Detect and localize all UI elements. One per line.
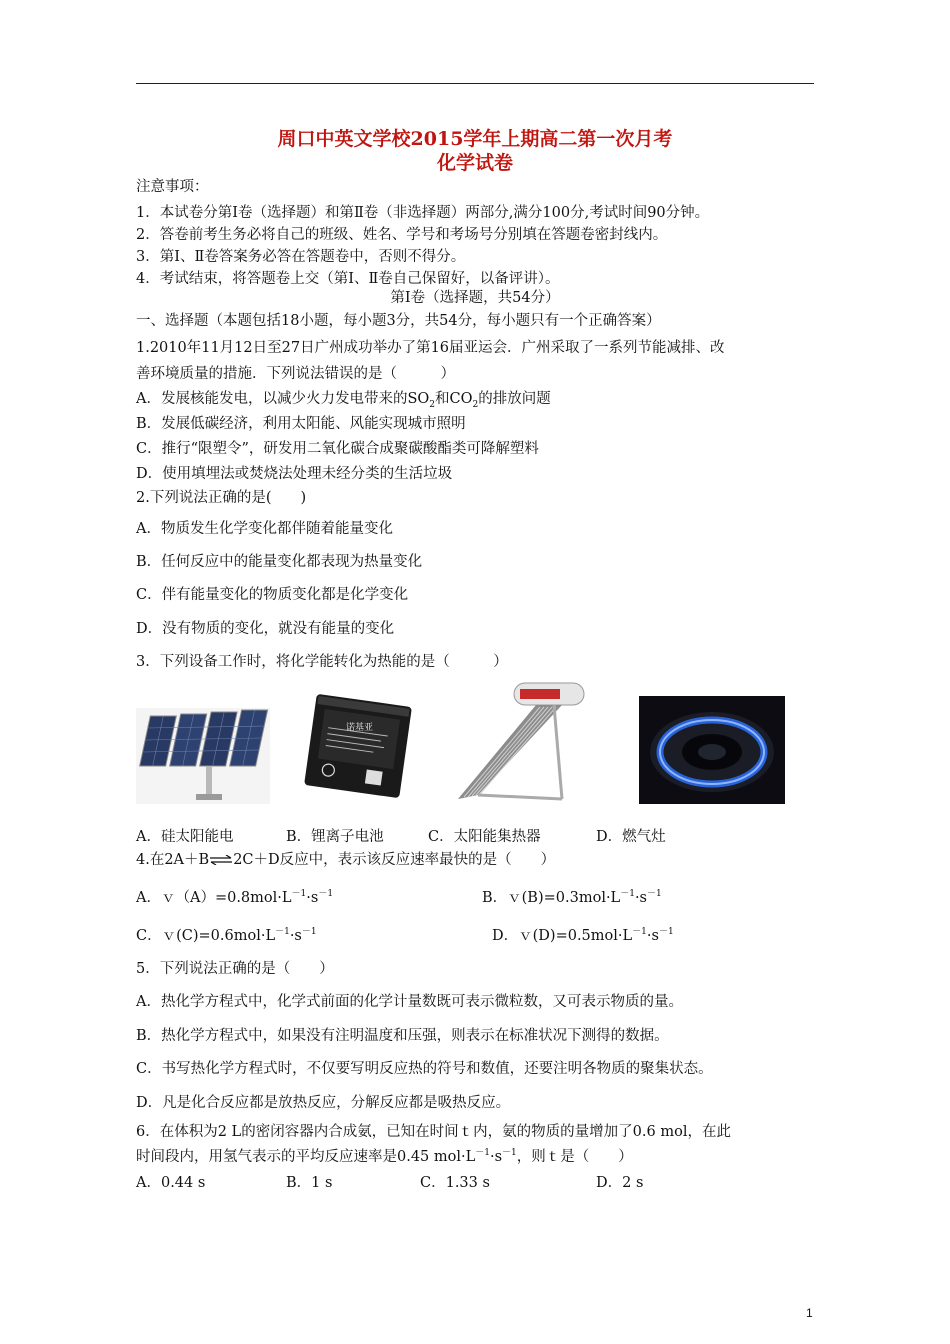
q4-option-a: A．$v(A)=0.8mol\cdot L^{-1}\cdot s^{-1}$ xyxy=(136,889,334,906)
q1-stem: 善环境质量的措施．下列说法错误的是（ ） xyxy=(136,366,455,382)
q6-stem: 6．在体积为2 L的密闭容器内合成氨，已知在时间ｔ内，氨的物质的量增加了0.6 mol，在此 xyxy=(136,1124,731,1140)
notice-item: 4．考试结束，将答题卷上交（第Ⅰ、Ⅱ卷自己保留好，以备评讲）。 xyxy=(136,271,560,287)
q1-option-a: A．发展核能发电，以减少火力发电带来的$SO_2$和$CO_2$的排放问题 xyxy=(136,391,551,410)
q5-option-d: D．凡是化合反应都是放热反应，分解反应都是吸热反应。 xyxy=(136,1095,511,1111)
notice-heading: 注意事项： xyxy=(136,179,209,195)
notice-item: 2．答卷前考生务必将自己的班级、姓名、学号和考场号分别填在答题卷密封线内。 xyxy=(136,227,668,243)
q1-option-c: C．推行“限塑令”，研发用二氧化碳合成聚碳酸酯类可降解塑料 xyxy=(136,441,539,457)
q6-option-a: A．0.44 s xyxy=(136,1175,206,1191)
q6-stem: 时间段内，用氢气表示的平均反应速率是0.45 $mol\cdot L^{-1}\cdot s^{-1}$，则ｔ是（ ） xyxy=(136,1148,633,1165)
notice-item: 3．第Ⅰ、Ⅱ卷答案务必答在答题卷中，否则不得分。 xyxy=(136,249,466,265)
q2-option-c: C．伴有能量变化的物质变化都是化学变化 xyxy=(136,587,409,603)
page-number: 1 xyxy=(806,1306,813,1320)
q6-option-b: B．1 s xyxy=(286,1175,333,1191)
lithium-battery-image xyxy=(290,690,426,802)
q1-stem: 1.2010年11月12日至27日广州成功举办了第16届亚运会．广州采取了一系列节能减排、改 xyxy=(136,340,725,356)
q6-options xyxy=(136,1174,643,1192)
exam-title: 周口中英文学校2015学年上期高二第一次月考 xyxy=(277,128,673,150)
section-title: 第Ⅰ卷（选择题，共54分） xyxy=(390,290,560,306)
notice-item: 1．本试卷分第Ⅰ卷（选择题）和第Ⅱ卷（非选择题）两部分,满分100分,考试时间90分钟。 xyxy=(136,205,710,221)
q5-option-c: C．书写热化学方程式时，不仅要写明反应热的符号和数值，还要注明各物质的聚集状态。 xyxy=(136,1061,713,1077)
q3-option-b: B．锂离子电池 xyxy=(286,829,384,845)
q3-option-c: C．太阳能集热器 xyxy=(428,829,541,845)
q4-stem: 4.在2A＋B 2C＋D反应中，表示该反应速率最快的是（ ） xyxy=(136,852,556,868)
gas-stove-image xyxy=(639,696,785,804)
q2-option-a: A．物质发生化学变化都伴随着能量变化 xyxy=(136,521,393,537)
battery-brand-label: 诺基亚 xyxy=(346,723,374,733)
header-rule xyxy=(136,83,814,84)
q6-option-c: C．1.33 s xyxy=(420,1175,490,1191)
q5-option-a: A．热化学方程式中，化学式前面的化学计量数既可表示微粒数，又可表示物质的量。 xyxy=(136,994,683,1010)
reversible-arrow-icon xyxy=(209,855,233,865)
q1-option-b: B．发展低碳经济，利用太阳能、风能实现城市照明 xyxy=(136,416,466,432)
q2-option-b: B．任何反应中的能量变化都表现为热量变化 xyxy=(136,554,423,570)
q3-options xyxy=(136,828,666,846)
q5-option-b: B．热化学方程式中，如果没有注明温度和压强，则表示在标准状况下测得的数据。 xyxy=(136,1028,669,1044)
q4-option-b: B．$v(B)=0.3mol\cdot L^{-1}\cdot s^{-1}$ xyxy=(482,889,662,906)
q1-option-d: D．使用填埋法或焚烧法处理未经分类的生活垃圾 xyxy=(136,466,453,482)
section-instructions: 一、选择题（本题包括18小题，每小题3分，共54分，每小题只有一个正确答案） xyxy=(136,313,661,329)
q2-stem: 2.下列说法正确的是( ) xyxy=(136,490,307,506)
q2-option-d: D．没有物质的变化，就没有能量的变化 xyxy=(136,621,395,637)
q3-option-a: A．硅太阳能电 xyxy=(136,829,234,845)
solar-panel-image xyxy=(136,708,270,804)
q5-stem: 5．下列说法正确的是（ ） xyxy=(136,961,334,977)
q4-option-d: D．$v(D)=0.5mol\cdot L^{-1}\cdot s^{-1}$ xyxy=(492,927,674,944)
exam-subject: 化学试卷 xyxy=(436,152,513,174)
q4-option-c: C．$v(C)=0.6mol\cdot L^{-1}\cdot s^{-1}$ xyxy=(136,927,317,944)
q6-option-d: D．2 s xyxy=(596,1175,644,1191)
solar-heater-image xyxy=(454,681,586,805)
q3-stem: 3．下列设备工作时，将化学能转化为热能的是（ ） xyxy=(136,654,508,670)
q3-option-d: D．燃气灶 xyxy=(596,829,666,845)
